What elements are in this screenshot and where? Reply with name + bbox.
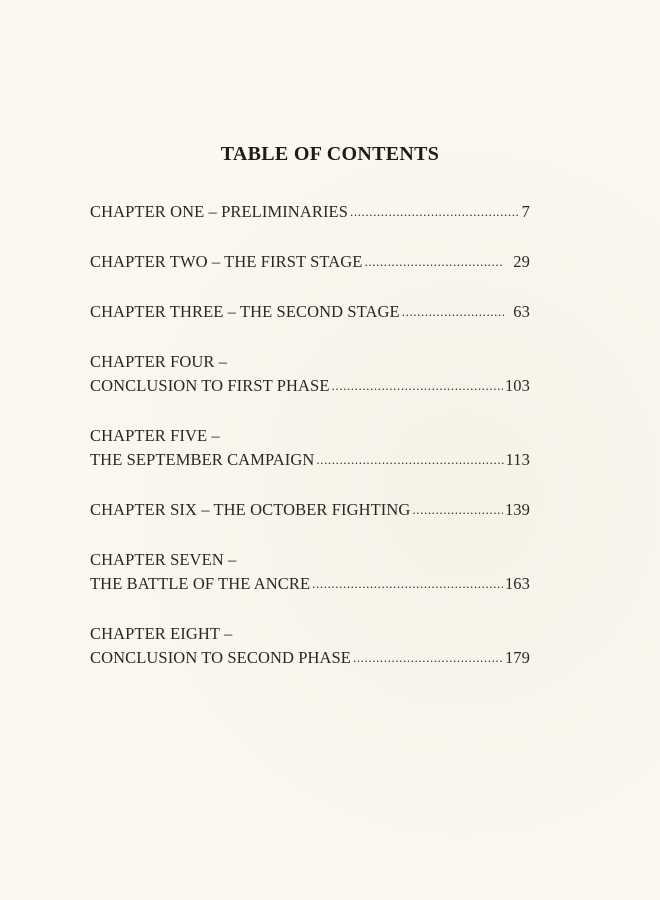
- toc-entry-chapter-four: [90, 350, 530, 399]
- chapter-title: THE BATTLE OF THE ANCRE: [90, 574, 311, 593]
- page-number: 113: [505, 450, 530, 469]
- chapter-heading: CHAPTER FOUR –: [90, 352, 228, 371]
- toc-entry-chapter-eight: [90, 622, 530, 671]
- chapter-title: CONCLUSION TO SECOND PHASE: [90, 648, 351, 667]
- dot-leader: [316, 447, 503, 472]
- chapter-heading: CHAPTER EIGHT –: [90, 624, 233, 643]
- page-number: 63: [513, 302, 530, 321]
- chapter-title: CHAPTER ONE – PRELIMINARIES: [90, 202, 348, 221]
- dot-leader: [364, 249, 504, 274]
- toc-entry-chapter-six: [90, 498, 530, 523]
- toc-entry-chapter-three: [90, 300, 530, 325]
- dot-leader: [353, 645, 503, 670]
- dot-leader: [312, 571, 503, 596]
- chapter-title: CHAPTER THREE – THE SECOND STAGE: [90, 302, 400, 321]
- chapter-title: THE SEPTEMBER CAMPAIGN: [90, 450, 315, 469]
- page-number: 7: [521, 202, 530, 221]
- page-title: TABLE OF CONTENTS: [220, 143, 440, 165]
- dot-leader: [402, 299, 504, 324]
- toc-entry-chapter-seven: [90, 548, 530, 597]
- dot-leader: [350, 199, 520, 224]
- toc-entry-chapter-two: [90, 250, 530, 275]
- dot-leader: [412, 497, 503, 522]
- table-of-contents: [90, 200, 530, 696]
- page-number: 179: [504, 648, 530, 667]
- chapter-title: CHAPTER SIX – THE OCTOBER FIGHTING: [90, 500, 411, 519]
- toc-entry-chapter-five: [90, 424, 530, 473]
- dot-leader: [332, 373, 503, 398]
- page-number: 103: [504, 376, 530, 395]
- page-number: 139: [504, 500, 530, 519]
- chapter-title: CONCLUSION TO FIRST PHASE: [90, 376, 330, 395]
- chapter-heading: CHAPTER FIVE –: [90, 426, 220, 445]
- page-number: 29: [513, 252, 530, 271]
- chapter-title: CHAPTER TWO – THE FIRST STAGE: [90, 252, 363, 271]
- chapter-heading: CHAPTER SEVEN –: [90, 550, 237, 569]
- page-number: 163: [504, 574, 530, 593]
- toc-entry-chapter-one: [90, 200, 530, 225]
